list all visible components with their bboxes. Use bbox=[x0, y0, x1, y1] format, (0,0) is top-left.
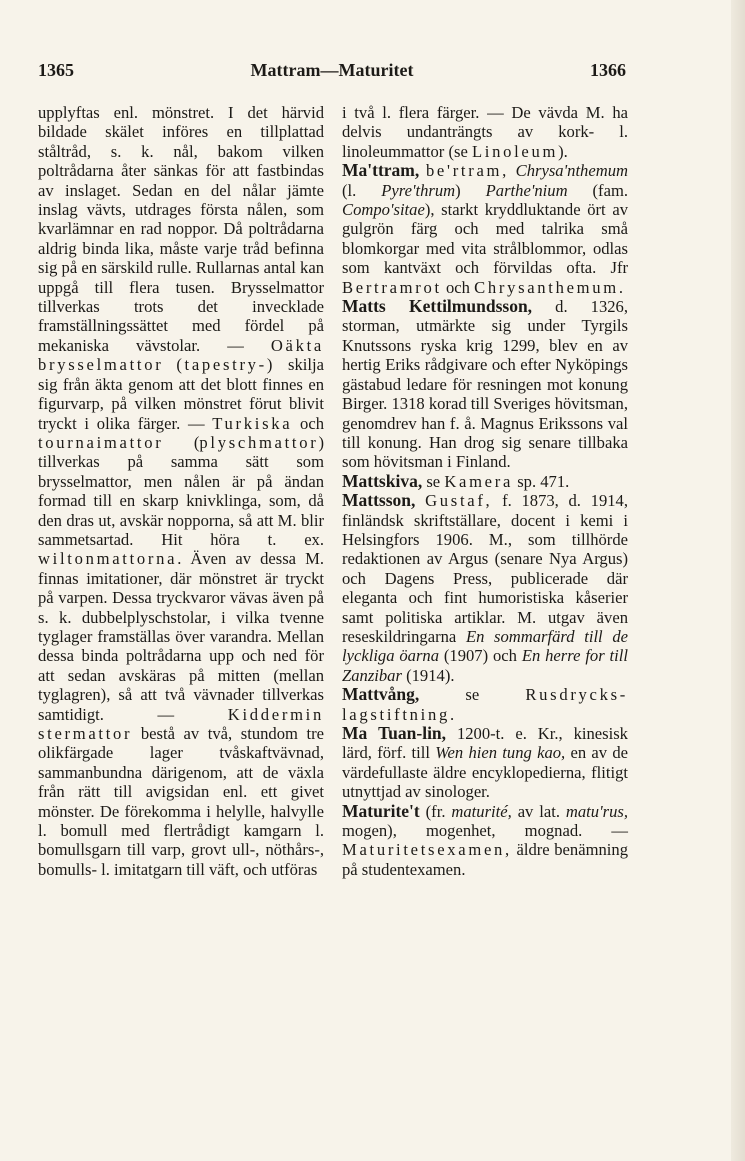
text-run: 1200-t. e. Kr., kinesisk lärd, förf. till bbox=[342, 724, 628, 763]
text-run: . bbox=[450, 704, 455, 724]
spaced-term: (tapestry-) bbox=[176, 355, 276, 375]
spaced-term: Oäkta brysselmattor bbox=[38, 335, 324, 375]
italic-term: Parthe'nium bbox=[485, 180, 568, 200]
entry-continuation bbox=[342, 103, 628, 161]
spaced-term: Rusdrycks-lagstiftning bbox=[342, 685, 628, 724]
italic-term: Chrysa'nthemum bbox=[515, 161, 628, 181]
italic-term: En sommarfärd till de lyckliga öarna bbox=[342, 626, 628, 666]
text-run: sp. 471. bbox=[513, 471, 570, 491]
entry-maturitet bbox=[342, 802, 628, 880]
entry-mattskiva bbox=[342, 472, 628, 491]
text-run: äldre benämning på studentexamen. bbox=[342, 840, 628, 879]
page-header bbox=[38, 60, 626, 90]
italic-term: Compo'sitae bbox=[342, 200, 425, 220]
text-run: se bbox=[422, 471, 445, 491]
text-run: av lat. bbox=[511, 801, 566, 821]
text-run: mogen), mogenhet, mognad. — bbox=[342, 821, 628, 841]
page-number-right: 1366 bbox=[590, 60, 626, 80]
text-run: (fam. bbox=[567, 180, 628, 200]
left-column bbox=[38, 103, 324, 879]
text-run: ( bbox=[163, 432, 200, 452]
spaced-term: plyschmattor bbox=[199, 432, 319, 452]
entry-headword: Matts Kettilmundsson, bbox=[342, 296, 533, 317]
spaced-term: tournaimattor bbox=[38, 432, 164, 452]
entry-mattsson bbox=[342, 491, 628, 685]
text-run: (1914). bbox=[401, 665, 455, 685]
page-number-left: 1365 bbox=[38, 60, 74, 80]
entry-headword: Ma'ttram, bbox=[342, 160, 420, 181]
text-run: bestå av två, stundom tre olikfärgade lager tvåskaftvävnad, sammanbundna därigenom, att de växla från rätt till avigsidan enl. ett givet mönster. De förekomma i helylle, halvylle l. bomull med flertrådigt kamgarn l. bomullsgarn till varp, grovt ull-, nöthårs-, bomulls- l. imitatgarn till väft, och utföras bbox=[38, 724, 324, 879]
text-run: (1907) och bbox=[439, 646, 522, 666]
spaced-term: Kamera bbox=[444, 471, 514, 491]
spaced-term: Linoleum bbox=[471, 141, 559, 161]
entry-headword: Mattvång, bbox=[342, 684, 420, 705]
italic-term: Wen hien tung kao, bbox=[435, 743, 566, 763]
italic-term: Pyre'thrum bbox=[381, 180, 456, 200]
text-run bbox=[415, 491, 425, 510]
page-edge bbox=[731, 0, 745, 1161]
right-column bbox=[342, 103, 628, 879]
text-run: och bbox=[441, 277, 475, 297]
text-run: (l. bbox=[342, 180, 382, 200]
text-run: upplyftas enl. mönstret. I det härvid bildade skälet införes en tillplattad ståltråd, s. k. nål, bakom vilken poltrådarna åter sänkas för att fastbindas av inslaget. Sedan en del nålar jämte inslag vävts, utdrages första nålen, som kvarlämnar en rad noppor. Då poltrådarna aldrig binda lika, måste varje tråd befinna sig på en särskild rulle. Rullarnas antal kan uppgå till flera tusen. Brysselmattor tillverkas trots det invecklade framställningssättet med fördel på mekaniska vävstolar. — bbox=[38, 103, 324, 355]
running-title: Mattram—Maturitet bbox=[250, 60, 414, 80]
text-run bbox=[509, 161, 516, 180]
text-run: se bbox=[419, 685, 526, 705]
spaced-term: wiltonmattorna bbox=[38, 549, 178, 569]
entry-ma-tuan-lin bbox=[342, 724, 628, 802]
text-run: skilja sig från äkta genom att det blott finnes en figurvarp, på vilken mönstret förut blivit tryckt i olika färger. — bbox=[38, 355, 324, 433]
spaced-term: Bertramrot bbox=[342, 277, 442, 297]
text-run: . Även av dessa M. finnas imitationer, där mönstret är tryckt på varpen. Dessa tryckvaror vävas även på s. k. dubbelplyschstolar, i vilka tvenne tyglager framställas över varandra. Mellan dessa binda poltrådarna upp och ned för att sedan avskäras på mitten (mellan tyglagren), så att två vävnader tillverkas samtidigt. — bbox=[38, 549, 324, 724]
spaced-term: Turkiska bbox=[212, 413, 293, 433]
entry-matts-kettilmundsson bbox=[342, 297, 628, 472]
entry-mattvang bbox=[342, 685, 628, 724]
spaced-term: Maturitetsexamen, bbox=[342, 840, 512, 860]
italic-term: maturité, bbox=[451, 801, 512, 821]
entry-mattram bbox=[342, 161, 628, 297]
text-run: (fr. bbox=[419, 801, 452, 821]
text-run: d. 1326, storman, utmärkte sig under Tyrgils Knutssons ryska krig 1299, blev en av hertig Eriks rådgivare och efter Nyköpings gästabud ledare för resningen mot konung Birger. 1318 korad till Sveriges hövitsman, genomdrev han f. å. Magnus Erikssons val till konung. Han drog sig senare tillbaka som hövitsman i Finland. bbox=[342, 297, 629, 472]
text-run: ) bbox=[455, 180, 486, 200]
spaced-term: be'rtram, bbox=[425, 161, 509, 181]
text-run: och bbox=[292, 413, 325, 433]
entry-headword: Mattskiva, bbox=[342, 470, 423, 491]
text-run: ), starkt kryddluktande ört av gulgrön färg och med talrika små blomkorgar med vita strålblommor, odlas som kantväxt och förvildas ofta. Jfr bbox=[342, 200, 628, 278]
spaced-term: Kiddermin stermattor bbox=[38, 704, 324, 743]
italic-term: matu'rus, bbox=[565, 801, 629, 821]
text-run: f. 1873, d. 1914, finländsk skriftställare, docent i kemi i Helsingfors 1906. M., som tillhörde redaktionen av Argus (senare Nya Argus) och Dagens Press, publicerade där eleganta och fint humoristiska kåserier samt politiska artiklar. M. utgav även reseskildringarna bbox=[342, 491, 628, 646]
entry-text bbox=[38, 103, 324, 879]
entry-headword: Ma Tuan-lin, bbox=[342, 723, 447, 743]
spaced-term: Chrysanthemum bbox=[474, 277, 619, 297]
text-run: en av de värdefullaste äldre encyklopedierna, flitigt utnyttjad av sinologer. bbox=[342, 743, 629, 802]
spaced-term: Gustaf, bbox=[425, 491, 493, 511]
text-run bbox=[419, 161, 426, 180]
text-run: ). bbox=[558, 141, 568, 161]
entry-headword: Mattsson, bbox=[342, 490, 416, 511]
entry-headword: Maturite't bbox=[342, 800, 420, 821]
text-run: i två l. flera färger. — De vävda M. ha delvis undanträngts av kork- l. linoleummattor (se bbox=[342, 103, 628, 161]
italic-term: En herre for till Zanzibar bbox=[342, 646, 628, 685]
text-run: . bbox=[618, 277, 624, 297]
text-run: ) tillverkas på samma sätt som brysselmattor, men nålen är på ändan formad till en skarp knivklinga, som, då den dras ut, avskär nopporna, så att M. blir sammetsartad. Hit höra t. ex. bbox=[38, 432, 324, 549]
